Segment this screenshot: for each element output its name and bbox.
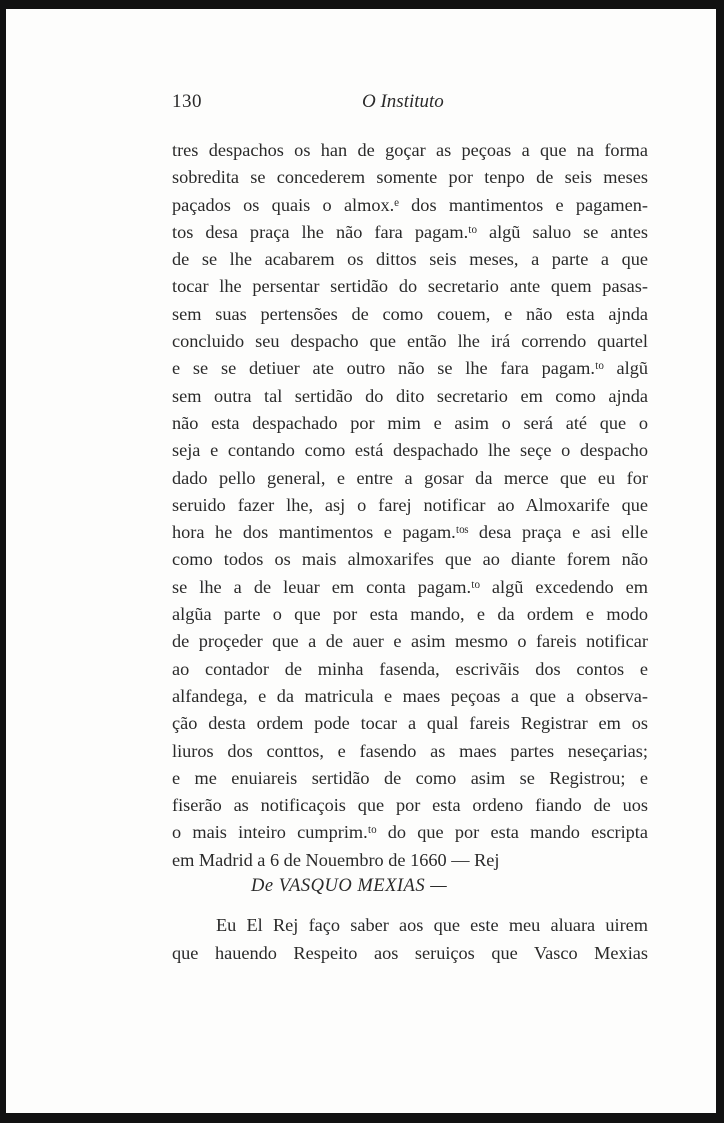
text-line: de se lhe acabarem os dittos seis meses, a parte a que	[172, 249, 648, 270]
text-line: se lhe a de leuar em conta pagam.ᵗᵒ algũ excedendo em	[172, 576, 648, 597]
text-line: e se se detiuer ate outro não se lhe fara pagam.ᵗᵒ algũ	[172, 358, 648, 379]
text-line: Eu El Rej faço saber aos que este meu aluara uirem	[216, 915, 648, 935]
text-line: tos desa praça lhe não fara pagam.ᵗᵒ algũ saluo se antes	[172, 221, 648, 242]
text-line: sobredita se concederem somente por tenpo de seis meses	[172, 167, 648, 188]
text-line: ção desta ordem pode tocar a qual fareis Registrar em os	[172, 713, 648, 734]
text-line: seruido fazer lhe, asj o farej notificar ao Almoxarife que	[172, 494, 648, 515]
text-line: como todos os mais almoxarifes que ao diante forem não	[172, 549, 648, 570]
text-line: ao contador de minha fasenda, escrivãis dos contos e	[172, 658, 648, 679]
page-header	[172, 91, 648, 121]
text-line: dado pello general, e entre a gosar da merce que eu for	[172, 467, 648, 488]
text-line: de proçeder que a de auer e asim mesmo o fareis notificar	[172, 631, 648, 652]
running-title: O Instituto	[362, 91, 444, 112]
text-line: fiserão as notificaçois que por esta ordeno fiando de uos	[172, 795, 648, 816]
text-line: concluido seu despacho que então lhe irá correndo quartel	[172, 331, 648, 352]
text-line: não esta despachado por mim e asim o será até que o	[172, 412, 648, 433]
text-line: sem suas pertensões de como couem, e não esta ajnda	[172, 303, 648, 324]
text-line: algũa parte o que por esta mando, e da ordem e modo	[172, 604, 648, 625]
text-line: seja e contando como está despachado lhe seçe o despacho	[172, 440, 648, 461]
text-line: tres despachos os han de goçar as peçoas a que na forma	[172, 140, 648, 160]
text-line: paçados os quais o almox.ᵉ dos mantimentos e pagamen-	[172, 194, 648, 215]
paragraph-1	[172, 137, 648, 874]
text-line: e me enuiareis sertidão de como asim se Registrou; e	[172, 767, 648, 788]
paragraph-2	[172, 911, 648, 967]
section-title: De VASQUO MEXIAS —	[251, 876, 448, 896]
text-line: em Madrid a 6 de Nouembro de 1660 — Rej	[172, 849, 500, 870]
text-line: liuros dos conttos, e fasendo as maes partes neseçarias;	[172, 740, 648, 761]
text-line: sem outra tal sertidão do dito secretario em como ajnda	[172, 385, 648, 406]
text-line: o mais inteiro cumprim.ᵗᵒ do que por esta mando escripta	[172, 822, 648, 843]
text-line: hora he dos mantimentos e pagam.ᵗᵒˢ desa praça e asi elle	[172, 522, 648, 543]
text-line: que hauendo Respeito aos seruiços que Vasco Mexias	[172, 943, 648, 963]
text-line: alfandega, e da matricula e maes peçoas a que a observa-	[172, 685, 648, 706]
text-line: tocar lhe persentar sertidão do secretario ante quem pasas-	[172, 276, 648, 297]
page-number: 130	[172, 91, 202, 112]
